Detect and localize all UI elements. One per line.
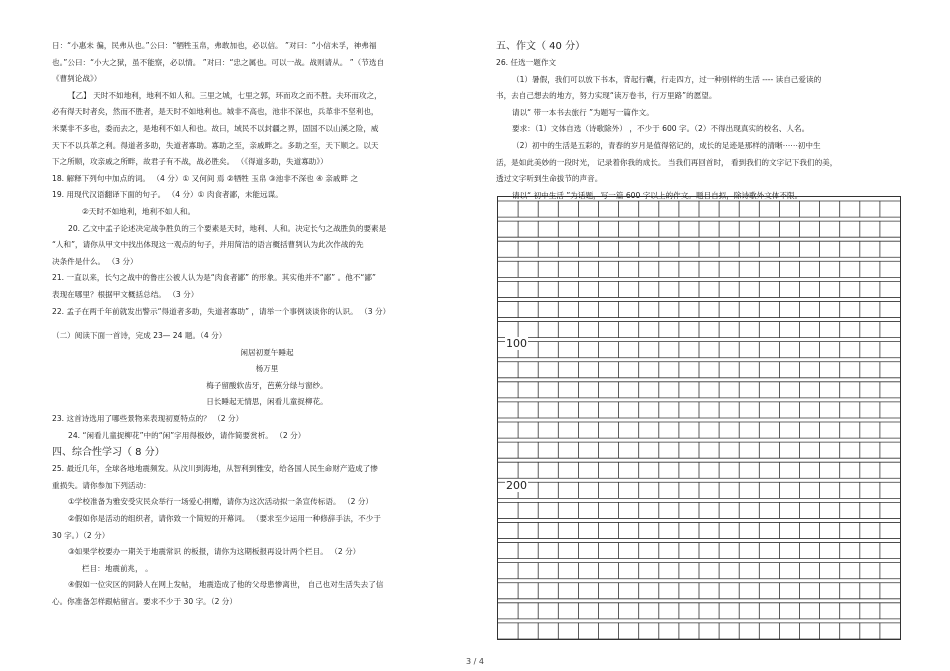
text-line: 20. 乙文中孟子论述决定战争胜负的三个要素是天时，地利、人和。决定长勺之战胜负的要素是 <box>68 223 387 233</box>
text-line: 要求：（1）文体自选（诗歌除外） ，不少于 600 字。（2）不得出现真实的校名、人名。 <box>512 124 810 134</box>
text-line: 重损失。请你参加下列活动： <box>52 480 151 490</box>
text-line: 24. “闲看儿童捉柳花”中的“闲”字用得极妙，请作简要赏析。 （2 分） <box>68 430 306 440</box>
text-line: 22. 孟子在两千年前就发出警示“得道者多助，失道者寡助” ，请举一个事例谈谈你的认识。 （3 分） <box>52 306 391 316</box>
grid-lines <box>498 197 900 639</box>
text-line: 26. 任选一题作文 <box>496 58 557 67</box>
text-line: 请以“ 初中生活 ”为话题，写一篇 600 字以上的作文。题目自拟，除诗歌外文体不限。 <box>512 190 803 200</box>
text-line: 决条件是什么。 （3 分） <box>52 256 138 266</box>
text-line: 必有得天时者矣，然而不胜者，是天时不如地利也。城非不高也，池非不深也，兵革非不坚利也， <box>52 107 379 117</box>
text-line: 透过文字听到生命拔节的声音。 <box>496 174 603 184</box>
right-column <box>496 38 916 204</box>
text-line: 《曹刿论战》） <box>52 74 102 84</box>
text-line: “人和”，请你从甲文中找出体现这一观点的句子，并用简洁的语言概括曹刿认为此次作战的先 <box>52 240 364 250</box>
text-line: 30 字。）（2 分） <box>52 530 110 540</box>
text-line: ③如果学校要办一期关于地震常识 的板报，请你为这期板报再设计两个栏目。 （2 分） <box>68 547 361 557</box>
text-line: ②假如你是活动的组织者，请你致一个简短的开幕词。 （要求至少运用一种修辞手法，不少于 <box>68 514 381 524</box>
grid-marker-100: 100 <box>506 337 527 350</box>
text-line: 下之所顺，攻亲戚之所畔，故君子有不战，战必胜矣。 （《得道多助，失道寡助》） <box>52 157 328 167</box>
text-line: （2）初中的生活是五彩的，青春的岁月是值得铭记的，成长的足迹是那样的清晰⋯⋯初中生 <box>512 140 821 150</box>
text-line: 25. 最近几年，全球各地地震频发。从汶川到海地，从智利到雅安，给各国人民生命财产造成了惨 <box>52 464 378 474</box>
text-line: 米粟非不多也，委而去之，是地利不如人和也。故曰，域民不以封疆之界，固国不以山溪之险，威 <box>52 123 379 133</box>
text-line: 书，去自己想去的地方，努力实现“读万卷书，行万里路”的愿望。 <box>496 91 717 101</box>
text-line: （1）暑假，我们可以放下书本，背起行囊，行走四方，过一种别样的生活 ---- 读自己爱读的 <box>512 74 822 84</box>
text-line: 23. 这首诗选用了哪些景物来表现初夏特点的？ （2 分） <box>52 414 244 424</box>
text-line: 日：“小惠未 徧，民弗从也。”公曰：“牺牲玉帛，弗敢加也，必以信。 ”对曰：“小信未孚，神弗福 <box>52 41 377 50</box>
page-number: 3 / 4 <box>466 657 484 666</box>
text-line: 心。你准备怎样跟帖留言。要求不少于 30 字。（2 分） <box>52 597 237 606</box>
section-heading: 五、作文（ 40 分） <box>496 41 586 52</box>
text-line: 日长睡起无情思，闲看儿童捉柳花。 <box>206 397 328 407</box>
text-line: 闲居初夏午睡起 <box>240 347 294 357</box>
composition-grid <box>497 196 901 640</box>
text-line: 梅子留酸软齿牙，芭蕉分绿与窗纱。 <box>206 380 328 390</box>
text-line: 杨万里 <box>255 364 279 374</box>
text-line: ④假如一位灾区的同龄人在网上发帖， 地震造成了他的父母患惨离世， 自己也对生活失去了信 <box>68 580 384 590</box>
text-line: 活，是如此美妙的一段时光， 记录着你我的成长。 当我们再回首时， 看到我们的文字记下我们的美， <box>496 157 838 167</box>
text-line: （二）阅读下面一首诗，完成 23— 24 题。（4 分） <box>52 331 227 341</box>
text-line: 表现在哪里？根据甲文概括总结。 （3 分） <box>52 289 199 299</box>
text-line <box>52 320 482 328</box>
text-line: 18. 解释下列句中加点的词。 （4 分）① 又何间 焉 ②牺牲 玉帛 ③池非不深也 ④ 亲戚畔 之 <box>52 173 359 183</box>
text-line: ①学校准备为雅安受灾民众举行一场爱心捐赠，请你为这次活动拟一条宣传标语。 （2 分） <box>68 497 374 507</box>
left-column <box>52 38 482 611</box>
text-line: 【乙】 天时不如地利，地利不如人和。三里之城，七里之郭，环而攻之而不胜。夫环而攻之， <box>68 90 382 100</box>
text-line: 天下不以兵革之利。得道者多助，失道者寡助。寡助之至，亲戚畔之。多助之至，天下顺之。以天 <box>52 140 379 150</box>
section-heading: 四、综合性学习（ 8 分） <box>52 447 165 459</box>
grid-marker-200: 200 <box>506 479 527 492</box>
text-line: 请以“ 带一本书去旅行 ”为题写一篇作文。 <box>512 107 654 117</box>
text-line: ②天时不如地利，地利不如人和。 <box>82 206 196 216</box>
text-line: 栏目：地震前兆， 。 <box>82 563 153 573</box>
text-line: 21. 一直以来，长勺之战中的鲁庄公被人认为是“肉食者鄙” 的形象。其实他并不“鄙” 。他不“鄙” <box>52 273 376 283</box>
text-line: 也。”公曰：“小大之狱，虽不能察，必以情。 ”对曰：“忠之属也。可以一战。战则请从。 ”（节选自 <box>52 57 385 67</box>
text-line: 19. 用现代汉语翻译下面的句子。 （4 分）① 肉食者鄙，未能远谋。 <box>52 190 283 200</box>
